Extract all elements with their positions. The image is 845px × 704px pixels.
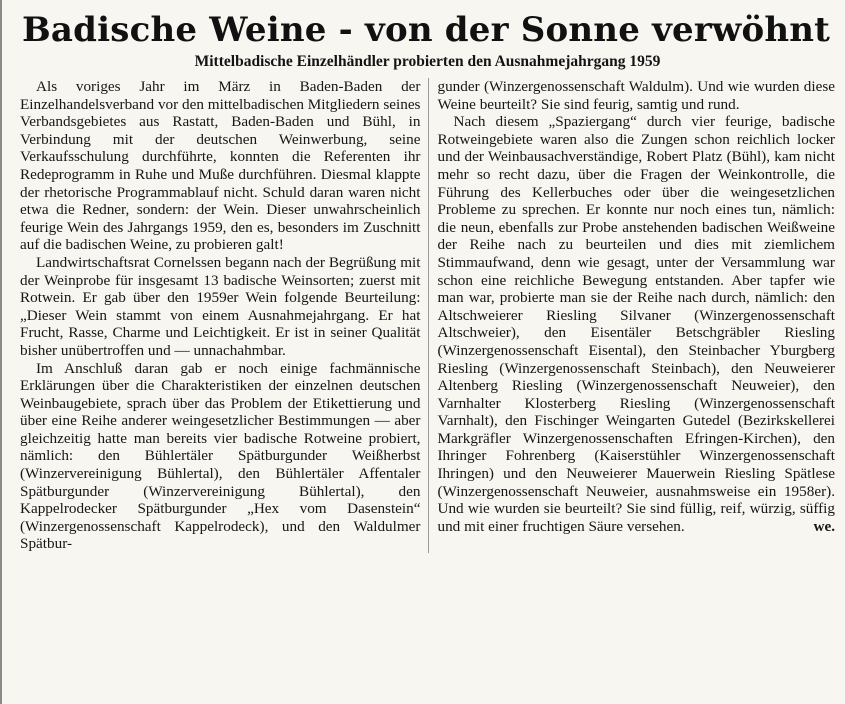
- paragraph-continuation: gunder (Winzergenossenschaft Waldulm). Und wie wurden diese Weine beurteilt? Sie sind feurig, samtig und rund.: [437, 78, 835, 113]
- article-columns: [20, 78, 835, 553]
- paragraph-3: Im Anschluß daran gab er noch einige fachmännische Erklärungen über die Charakteristiken der einzelnen deutschen Weinbaugebiete, sprach über das Problem der Etikettierung und über eine Reihe anderer weingesetzlicher Bestimmungen — aber gleichzeitig hatte man bereits vier badische Rotweine probiert, nämlich: den Bühlertäler Spätburgunder Weißherbst (Winzervereinigung Bühlertal), den Bühlertäler Affentaler Spätburgunder (Winzervereinigung Bühlertal), den Kappelrodecker Spätburgunder „Hex vom Dasenstein“ (Winzergenossenschaft Kappelrodeck), und den Waldulmer Spätbur-: [20, 359, 421, 553]
- paragraph-4: [437, 113, 835, 535]
- subheadline: Mittelbadische Einzelhändler probierten den Ausnahmejahrgang 1959: [194, 53, 661, 70]
- paragraph-4-text: Nach diesem „Spaziergang“ durch vier feurige, badische Rotweingebiete waren also die Zungen schon reichlich locker und der Weinbausachverständige, Robert Platz (Bühl), kam nicht mehr so recht dazu, über die Fragen der Weinkontrolle, die Führung des Kellerbuches oder über die weingesetzlichen Probleme zu sprechen. Er konnte nur noch eines tun, nämlich: die neun, ebenfalls zur Probe anstehenden badischen Weißweine der Reihe nach zu beurteilen und dies mit ziemlichem Stimmaufwand, denn wie gesagt, unter der Versammlung war schon eine reichliche Bewegung entstanden. Aber tapfer wie man war, probierte man sie der Reihe nach durch, nämlich: den Altschweierer Riesling Silvaner (Winzergenossenschaft Altschweier), den Eisentäler Betschgräbler Riesling (Winzergenossenschaft Eisental), den Steinbacher Yburgberg Riesling (Winzergenossenschaft Steinbach), den Neuweierer Altenberg Riesling (Winzergenossenschaft Neuweier), den Varnhalter Klosterberg Riesling (Winzergenossenschaft Varnhalt), den Fischinger Weingarten Gutedel (Bezirkskellerei Markgräfler Winzergenossenschaften Efringen-Kirchen), den Ihringer Fohrenberg (Kaiserstühler Winzergenossenschaft Ihringen) und den Neuweierer Mauerwein Riesling Spätlese (Winzergenossenschaft Neuweier, ausnahmsweise ein 1958er). Und wie wurden sie beurteilt? Sie sind füllig, reif, würzig, süffig und mit einer fruchtigen Säure versehen.: [437, 113, 835, 535]
- left-column: [20, 78, 429, 553]
- author-signature: we.: [813, 517, 835, 535]
- paragraph-2: Landwirtschaftsrat Cornelssen begann nach der Begrüßung mit der Weinprobe für insgesamt 13 badische Weinsorten; zuerst mit Rotwein. Er gab über den 1959er Wein folgende Beurteilung: „Dieser Wein stammt von einem Ausnahmejahrgang. Er hat Frucht, Rasse, Charme und Leichtigkeit. Er ist in seiner Qualität bisher unübertroffen und — unnachahmbar.: [20, 253, 421, 359]
- right-column: [429, 78, 835, 553]
- headline: Badische Weine - von der Sonne verwöhnt: [22, 10, 831, 50]
- paragraph-1: Als voriges Jahr im März in Baden-Baden der Einzelhandelsverband vor den mittelbadischen Mitgliedern seines Verbandsgebietes aus Rastatt, Baden-Baden und Bühl, in Verbindung mit der deutschen Weinwerbung, seine Verkaufsschulung durchführte, konnten die Referenten ihr Redeprogramm in Ruhe und Muße durchführen. Diesmal klappte der rhetorische Programmablauf nicht. Schuld daran waren nicht etwa die Redner, sondern: der Wein. Dieser unwahrscheinlich feurige Wein des Jahrgangs 1959, den es, besonders im Zuschnitt auf die badischen Weine, zu probieren galt!: [20, 78, 421, 254]
